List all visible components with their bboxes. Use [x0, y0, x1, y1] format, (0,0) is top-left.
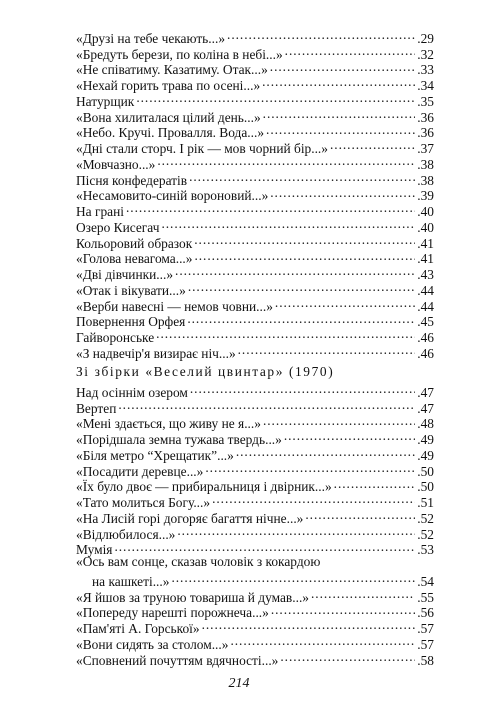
toc-entry-page: .36	[417, 125, 434, 141]
toc-entry	[76, 539, 434, 558]
toc-entry-title: «Порідшала земна тужава твердь...»	[76, 432, 282, 447]
toc-entry-title: Мумія	[76, 542, 113, 558]
dot-leader	[187, 311, 415, 327]
toc-entry-page: .37	[417, 141, 434, 156]
dot-leader	[263, 106, 416, 122]
toc-entry-multiline-second	[76, 570, 434, 589]
toc-entry-title: Вертеп	[76, 400, 117, 416]
toc-entry-title: «Несамовито-синій вороновий...»	[76, 188, 269, 204]
section-heading: Зі збірки «Веселий цвинтар» (1970)	[76, 364, 335, 379]
toc-entry-title: «Нехай горить трава по осені...»	[76, 78, 261, 93]
toc-entry-title: «Небо. Кручі. Провалля. Вода...»	[76, 125, 265, 141]
toc-entry-page: .36	[417, 109, 434, 125]
toc-entry-page: .50	[417, 463, 434, 479]
toc-entry-page: .39	[417, 188, 434, 204]
toc-entry-page: .33	[417, 62, 434, 78]
toc-entry-title: Гайворонське	[76, 330, 155, 345]
dot-leader	[212, 491, 415, 507]
dot-leader	[194, 232, 415, 248]
toc-entry-page: .56	[417, 605, 434, 621]
dot-leader	[305, 507, 415, 523]
toc-entry-title: «Сповнений почуттям вдячності...»	[76, 652, 279, 668]
toc-entry-title: «Тато молиться Богу...»	[76, 495, 211, 510]
toc-entry	[76, 413, 434, 432]
page-number: 214	[228, 676, 250, 691]
dot-leader	[177, 523, 415, 539]
toc-entry-title: «З надвечір'я визирає ніч...»	[76, 345, 236, 361]
dot-leader	[175, 263, 415, 279]
toc-entry-title: «Не співатиму. Казатиму. Отак...»	[76, 62, 268, 78]
toc-entry-title: «Дні стали сторч. І рік — мов чорний бір...»	[76, 141, 328, 156]
dot-leader	[330, 137, 415, 153]
toc-entry-page: .44	[417, 282, 434, 298]
toc-entry-page: .41	[417, 251, 434, 267]
dot-leader	[118, 397, 415, 413]
toc-entry-page: .46	[417, 345, 434, 361]
toc-entry-multiline-first	[76, 554, 434, 570]
toc-entry-title: «На Лисій горі догоряє багаття нічне...»	[76, 510, 304, 526]
toc-entry	[76, 397, 434, 416]
toc-entry-page: .48	[417, 416, 434, 432]
toc-entry-title: «Ось вам сонце, сказав чоловік з кокардою	[76, 554, 321, 570]
dot-leader	[136, 90, 415, 106]
toc-entry	[76, 27, 434, 46]
toc-entry-page: .41	[417, 235, 434, 251]
toc-entry-page: .47	[417, 384, 434, 400]
dot-leader	[190, 381, 415, 397]
toc-entry-page: .52	[417, 510, 434, 526]
toc-entry-page: .34	[417, 78, 434, 93]
toc-entry-title: «Верби навесні — немов човни...»	[76, 298, 273, 314]
toc-entry-page: .45	[417, 314, 434, 330]
toc-entry-page: .52	[417, 526, 434, 542]
toc-entry-page: .47	[417, 400, 434, 416]
toc-entry-title: «Голова невагома...»	[76, 251, 193, 267]
toc-entry-title: «Бредуть берези, по коліна в небі...»	[76, 46, 283, 62]
dot-leader	[285, 43, 416, 59]
toc-entry-title: На грані	[76, 204, 124, 219]
dot-leader	[311, 586, 415, 602]
dot-leader	[275, 295, 415, 311]
dot-leader	[334, 476, 416, 492]
dot-leader	[227, 27, 415, 43]
toc-entry-title: Пісня конфедератів	[76, 172, 188, 188]
toc-entry-page: .43	[417, 267, 434, 282]
toc-entry-page: .40	[417, 204, 434, 219]
toc-entry-title: «Відлюбилося...»	[76, 526, 176, 542]
toc-entry-page: .50	[417, 479, 434, 495]
dot-leader	[262, 74, 415, 90]
toc-entry-page: .51	[417, 495, 434, 510]
dot-leader	[161, 216, 415, 232]
toc-entry-title: «Пам'яті А. Горської»	[76, 621, 200, 636]
dot-leader	[114, 539, 415, 555]
toc-entry-page: .35	[417, 93, 434, 109]
dot-leader	[270, 185, 415, 201]
toc-entry-title: «Отак і вікувати...»	[76, 282, 186, 298]
toc-entry-page: .53	[417, 542, 434, 558]
dot-leader	[236, 444, 415, 460]
toc-entry-page: .49	[417, 432, 434, 447]
toc-entry-title: Над осіннім озером	[76, 384, 188, 400]
dot-leader	[194, 248, 415, 264]
toc-entry-title: Натурщик	[76, 93, 135, 109]
toc-entry-page: .38	[417, 172, 434, 188]
toc-entry-title: «Я йшов за труною товариша й думав...»	[76, 589, 309, 605]
toc-entry-title: «Посадити деревце...»	[76, 463, 204, 479]
toc-entry-title: «Друзі на тебе чекають...»	[76, 30, 226, 46]
toc-entry-title-continued: на кашкеті...»	[92, 573, 170, 589]
dot-leader	[266, 122, 415, 138]
dot-leader	[189, 169, 415, 185]
toc-entry-page: .54	[417, 573, 434, 589]
toc-entry-page: .55	[417, 589, 434, 605]
dot-leader	[263, 413, 415, 429]
toc-entry-page: .32	[417, 46, 434, 62]
dot-leader	[205, 460, 415, 476]
dot-leader	[271, 602, 415, 618]
toc-entry-title: «Біля метро “Хрещатик”...»	[76, 447, 234, 463]
dot-leader	[230, 633, 415, 649]
toc-entry-page: .57	[417, 636, 434, 652]
toc-entry-title: Озеро Кисегач	[76, 219, 160, 235]
dot-leader	[270, 59, 415, 75]
toc-entry-title: «Попереду нарешті порожнеча...»	[76, 605, 269, 621]
toc-entry-title: «Дві дівчинки...»	[76, 267, 174, 282]
toc-entry-title: «Їх було двоє — прибиральниця і двірник...»	[76, 479, 332, 495]
toc-list-bottom	[76, 381, 434, 668]
dot-leader	[157, 153, 415, 169]
dot-leader	[171, 570, 415, 586]
dot-leader	[202, 617, 416, 633]
dot-leader	[156, 326, 415, 342]
toc-entry-page: .58	[417, 652, 434, 668]
toc-entry	[76, 200, 434, 219]
toc-entry-page: .46	[417, 330, 434, 345]
toc-entry	[76, 381, 434, 400]
toc-entry-page: .38	[417, 156, 434, 172]
toc-entry	[76, 216, 434, 235]
toc-entry-page: .49	[417, 447, 434, 463]
dot-leader	[126, 200, 415, 216]
toc-entry-page: .29	[417, 30, 434, 46]
toc-entry-title: «Вона хилиталася цілий день...»	[76, 109, 261, 125]
toc-entry-title: Повернення Орфея	[76, 314, 186, 330]
dot-leader	[284, 428, 415, 444]
toc-entry-title: Кольоровий образок	[76, 235, 193, 251]
toc-list-top	[76, 27, 434, 361]
toc-entry-title: «Вони сидять за столом...»	[76, 636, 229, 652]
toc-entry-page: .57	[417, 621, 434, 636]
toc-entry-title: «Мені здається, що живу не я...»	[76, 416, 261, 432]
dot-leader	[188, 279, 415, 295]
toc-entry-page: .44	[417, 298, 434, 314]
dot-leader	[280, 649, 415, 665]
toc-entry-title: «Мовчазно...»	[76, 156, 156, 172]
dot-leader	[238, 342, 416, 358]
toc-entry-page: .40	[417, 219, 434, 235]
